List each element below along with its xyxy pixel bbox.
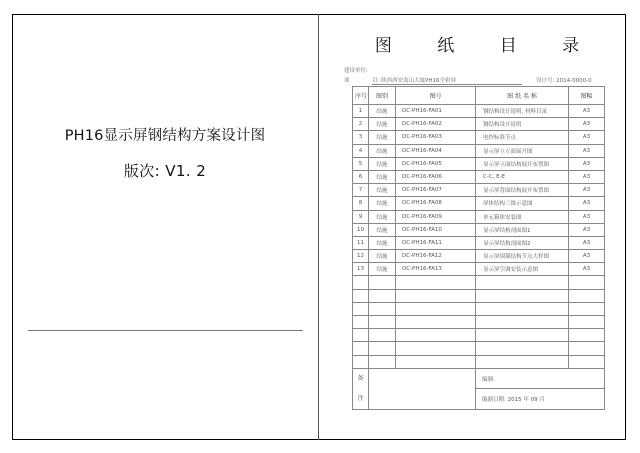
cell-name: 显示屏空调安装示意图	[476, 263, 569, 276]
empty-cell	[369, 329, 396, 342]
cell-name: 显示屏围篱结构节点大样图	[476, 250, 569, 263]
empty-row	[353, 302, 605, 315]
project-name: 目: 陕西西安南山大厦PH16全彩屏	[372, 78, 457, 84]
empty-cell	[396, 302, 476, 315]
empty-cell	[569, 355, 605, 368]
cell-no: 12	[353, 250, 369, 263]
cell-category: 结施	[369, 184, 396, 197]
empty-cell	[369, 355, 396, 368]
empty-cell	[476, 355, 569, 368]
cell-category: 结施	[369, 250, 396, 263]
empty-cell	[396, 355, 476, 368]
cell-drawing-no: DC-PH16-FA13	[396, 263, 476, 276]
catalog-title: 图 纸 目 录	[374, 36, 600, 56]
empty-cell	[476, 316, 569, 329]
empty-cell	[369, 289, 396, 302]
empty-cell	[369, 302, 396, 315]
header-size: 图幅	[569, 87, 605, 105]
page-divider	[318, 14, 319, 440]
cell-no: 6	[353, 170, 369, 183]
empty-cell	[353, 329, 369, 342]
cell-name: 单元箱体安装图	[476, 210, 569, 223]
cell-no: 1	[353, 105, 369, 118]
notes-row	[353, 368, 605, 389]
cell-size: A3	[569, 210, 605, 223]
cell-drawing-no: DC-PH16-FA02	[396, 118, 476, 131]
cell-no: 10	[353, 223, 369, 236]
cell-category: 结施	[369, 144, 396, 157]
cell-size: A3	[569, 263, 605, 276]
design-number: 设计号: 2014-0000-0	[536, 78, 592, 84]
cell-drawing-no: DC-PH16-FA12	[396, 250, 476, 263]
cover-rule-line	[28, 330, 303, 331]
header-name: 图 纸 名 称	[476, 87, 569, 105]
cell-name: 显示屏立立面展开图	[476, 144, 569, 157]
empty-cell	[476, 342, 569, 355]
compiled-date: 编制日期: 2015 年 09 月	[476, 389, 605, 410]
cell-name: 电焊标准节点	[476, 131, 569, 144]
project-label: 项	[344, 78, 350, 84]
cell-name: C-C, E-E	[476, 170, 569, 183]
empty-cell	[476, 276, 569, 289]
cell-no: 9	[353, 210, 369, 223]
cell-category: 结施	[369, 170, 396, 183]
cell-size: A3	[569, 197, 605, 210]
cell-drawing-no: DC-PH16-FA08	[396, 197, 476, 210]
cell-category: 结施	[369, 223, 396, 236]
empty-cell	[369, 316, 396, 329]
empty-row	[353, 329, 605, 342]
empty-row	[353, 289, 605, 302]
empty-cell	[353, 302, 369, 315]
table-row	[353, 184, 605, 197]
cell-name: 显示屏背面结构展开布置图	[476, 184, 569, 197]
cell-size: A3	[569, 105, 605, 118]
empty-row	[353, 276, 605, 289]
cell-category: 结施	[369, 157, 396, 170]
empty-cell	[569, 302, 605, 315]
compiled-by: 编制:	[476, 368, 605, 389]
cell-name: 显示屏结构剖面图2	[476, 236, 569, 249]
cell-category: 结施	[369, 263, 396, 276]
table-row	[353, 210, 605, 223]
cell-no: 8	[353, 197, 369, 210]
table-row	[353, 197, 605, 210]
cell-size: A3	[569, 223, 605, 236]
empty-cell	[396, 342, 476, 355]
cell-size: A3	[569, 250, 605, 263]
cell-size: A3	[569, 118, 605, 131]
cell-category: 结施	[369, 210, 396, 223]
cell-category: 结施	[369, 105, 396, 118]
cell-no: 2	[353, 118, 369, 131]
cell-category: 结施	[369, 131, 396, 144]
table-row	[353, 144, 605, 157]
empty-cell	[569, 316, 605, 329]
cell-no: 7	[353, 184, 369, 197]
cell-drawing-no: DC-PH16-FA06	[396, 170, 476, 183]
cell-category: 结施	[369, 236, 396, 249]
cell-no: 11	[353, 236, 369, 249]
empty-cell	[353, 316, 369, 329]
cell-size: A3	[569, 170, 605, 183]
table-row	[353, 263, 605, 276]
empty-cell	[369, 342, 396, 355]
empty-cell	[569, 276, 605, 289]
cell-no: 3	[353, 131, 369, 144]
cell-drawing-no: DC-PH16-FA04	[396, 144, 476, 157]
empty-cell	[353, 342, 369, 355]
empty-cell	[569, 329, 605, 342]
table-row	[353, 105, 605, 118]
notes-label: 备 注	[353, 368, 369, 409]
cell-no: 4	[353, 144, 369, 157]
cell-category: 结施	[369, 197, 396, 210]
cover-title: PH16显示屏钢结构方案设计图	[64, 128, 266, 144]
table-row	[353, 223, 605, 236]
table-row	[353, 250, 605, 263]
header-no: 序号	[353, 87, 369, 105]
header-category: 图别	[369, 87, 396, 105]
empty-row	[353, 316, 605, 329]
table-row	[353, 170, 605, 183]
empty-cell	[569, 289, 605, 302]
empty-cell	[569, 342, 605, 355]
empty-cell	[369, 276, 396, 289]
table-row	[353, 236, 605, 249]
cell-drawing-no: DC-PH16-FA09	[396, 210, 476, 223]
empty-cell	[396, 276, 476, 289]
cell-size: A3	[569, 236, 605, 249]
cell-drawing-no: DC-PH16-FA01	[396, 105, 476, 118]
cell-drawing-no: DC-PH16-FA05	[396, 157, 476, 170]
header-drawing-no: 图号	[396, 87, 476, 105]
cell-name: 屏体结构三维示意图	[476, 197, 569, 210]
cell-name: 显示屏立面结构展开布置图	[476, 157, 569, 170]
drawing-catalog-table	[352, 86, 605, 410]
cell-no: 5	[353, 157, 369, 170]
cell-size: A3	[569, 144, 605, 157]
table-row	[353, 118, 605, 131]
cell-drawing-no: DC-PH16-FA07	[396, 184, 476, 197]
cell-drawing-no: DC-PH16-FA03	[396, 131, 476, 144]
empty-cell	[353, 276, 369, 289]
empty-cell	[476, 289, 569, 302]
cell-drawing-no: DC-PH16-FA10	[396, 223, 476, 236]
table-row	[353, 157, 605, 170]
empty-cell	[476, 329, 569, 342]
cell-size: A3	[569, 157, 605, 170]
cell-category: 结施	[369, 118, 396, 131]
table-header-row	[353, 87, 605, 105]
cover-version: 版次: V1. 2	[123, 162, 207, 180]
empty-cell	[396, 289, 476, 302]
construction-unit-label: 建设单位:	[344, 68, 368, 74]
empty-cell	[396, 329, 476, 342]
empty-cell	[353, 289, 369, 302]
table-row	[353, 131, 605, 144]
project-underline	[372, 84, 522, 85]
empty-cell	[353, 355, 369, 368]
empty-cell	[396, 316, 476, 329]
empty-cell	[476, 302, 569, 315]
notes-body	[369, 368, 476, 409]
cell-size: A3	[569, 131, 605, 144]
cell-name: 钢结构设计说明, 材料目录	[476, 105, 569, 118]
cell-drawing-no: DC-PH16-FA11	[396, 236, 476, 249]
empty-row	[353, 355, 605, 368]
cell-name: 显示屏结构剖面图1	[476, 223, 569, 236]
cell-name: 钢结构设计说明	[476, 118, 569, 131]
cell-size: A3	[569, 184, 605, 197]
cell-no: 13	[353, 263, 369, 276]
empty-row	[353, 342, 605, 355]
